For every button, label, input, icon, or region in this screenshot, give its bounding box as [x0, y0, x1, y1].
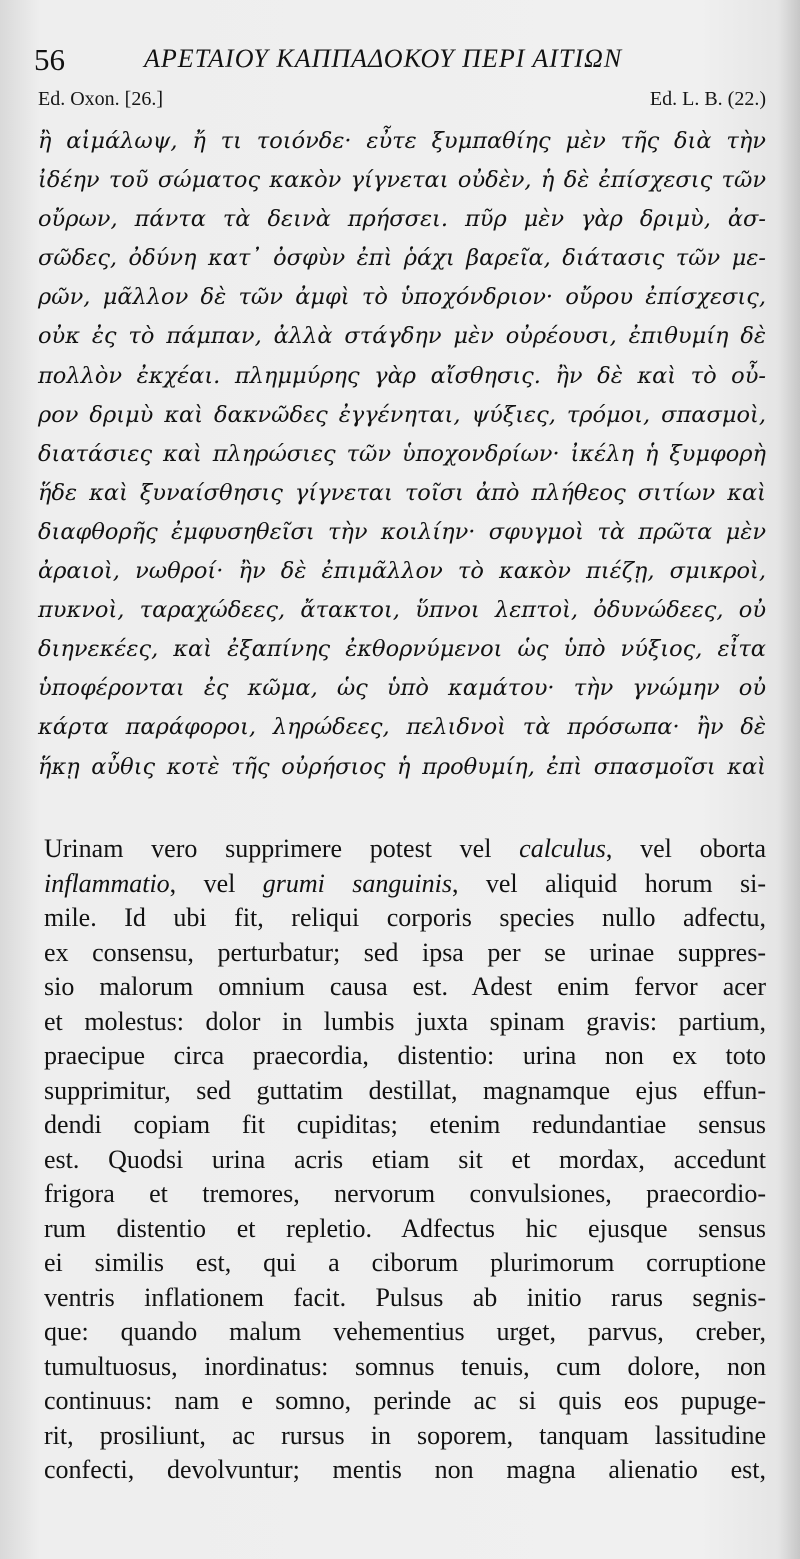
greek-line: ρῶν, μᾶλλον δὲ τῶν ἀμφὶ τὸ ὑποχόνδριον· οὔρου ἐπίσχεσις, — [38, 284, 766, 311]
latin-line: dendi copiam fit cupiditas; etenim redundantiae sensus — [44, 1110, 766, 1139]
greek-line: οὐκ ἐς τὸ πάμπαν, ἀλλὰ στάγδην μὲν οὐρέουσι, ἐπιθυμίη δὲ — [38, 323, 766, 350]
page-edge-shadow — [778, 0, 800, 1559]
latin-text: , vel oborta — [605, 834, 767, 863]
latin-line: ei similis est, qui a ciborum plurimorum corruptione — [44, 1248, 766, 1277]
latin-italic-term: inflammatio — [44, 868, 170, 898]
latin-line: sio malorum omnium causa est. Adest enim fervor acer — [44, 972, 766, 1001]
latin-line: tumultuosus, inordinatus: somnus tenuis, cum dolore, non — [44, 1351, 766, 1381]
latin-line: praecipue circa praecordia, distentio: urina non ex toto — [44, 1041, 766, 1070]
latin-line: ex consensu, perturbatur; sed ipsa per se urinae suppres- — [44, 937, 766, 967]
latin-text: Urinam vero supprimere potest vel — [44, 834, 520, 863]
greek-line: διατάσιες καὶ πληρώσιες τῶν ὑποχονδρίων· ἰκέλη ἡ ξυμφορὴ — [38, 440, 766, 467]
latin-text: , vel — [169, 868, 263, 898]
greek-line: διαφθορῆς ἐμφυσηθεῖσι τὴν κοιλίην· σφυγμοὶ τὰ πρῶτα μὲν — [38, 518, 766, 545]
latin-line — [44, 832, 766, 867]
latin-italic-term: calculus — [519, 834, 606, 863]
greek-line: ἰδέην τοῦ σώματος κακὸν γίγνεται οὐδὲν, ἡ δὲ ἐπίσχεσις τῶν — [38, 167, 766, 194]
greek-line: ρον δριμὺ καὶ δακνῶδες ἐγγένηται, ψύξιες, τρόμοι, σπασμοὶ, — [38, 401, 766, 428]
greek-line: οὔρων, πάντα τὰ δεινὰ πρήσσει. πῦρ μὲν γὰρ δριμὺ, ἀσ- — [38, 206, 766, 233]
greek-text-block — [38, 122, 766, 787]
page-number: 56 — [34, 42, 65, 77]
latin-line — [44, 867, 766, 902]
latin-line: que: quando malum vehementius urget, parvus, creber, — [44, 1317, 766, 1346]
latin-line: est. Quodsi urina acris etiam sit et mordax, accedunt — [44, 1144, 766, 1174]
greek-line: διηνεκέες, καὶ ἐξαπίνης ἐκθορνύμενοι ὡς ὑπὸ νύξιος, εἶτα — [38, 636, 766, 663]
latin-line: rit, prosiliunt, ac rursus in soporem, tanquam lassitudine — [44, 1420, 766, 1450]
greek-line: ἥδε καὶ ξυναίσθησις γίγνεται τοῖσι ἀπὸ πλήθεος σιτίων καὶ — [38, 479, 766, 506]
greek-line: ἀραιοὶ, νωθροί· ἢν δὲ ἐπιμᾶλλον τὸ κακὸν πιέζῃ, σμικροὶ, — [38, 558, 766, 585]
latin-text: , vel aliquid horum si- — [451, 868, 766, 898]
running-head — [34, 40, 774, 84]
greek-line: πολλὸν ἐκχέαι. πλημμύρης γὰρ αἴσθησις. ἢν δὲ καὶ τὸ οὖ- — [38, 362, 766, 389]
running-title: ΑΡΕΤΑΙΟΥ ΚΑΠΠΑΔΟΚΟΥ ΠΕΡΙ ΑΙΤΙΩΝ — [144, 44, 623, 73]
latin-line: mile. Id ubi fit, reliqui corporis species nullo adfectu, — [44, 903, 766, 932]
latin-line: frigora et tremores, nervorum convulsiones, praecordio- — [44, 1179, 766, 1208]
greek-line: σῶδες, ὀδύνη κατ᾽ ὀσφὺν ἐπὶ ῥάχι βαρεῖα, διάτασις τῶν με- — [38, 245, 766, 272]
latin-italic-term: grumi sanguinis — [262, 868, 452, 898]
greek-line: ἢ αἱμάλωψ, ἤ τι τοιόνδε· εὖτε ξυμπαθίης μὲν τῆς διὰ τὴν — [38, 128, 766, 154]
edition-lb-reference: Ed. L. B. (22.) — [649, 88, 766, 110]
edition-references — [38, 88, 766, 116]
latin-line: confecti, devolvuntur; mentis non magna alienatio est, — [44, 1455, 766, 1484]
latin-line: rum distentio et repletio. Adfectus hic ejusque sensus — [44, 1213, 766, 1243]
latin-line: supprimitur, sed guttatim destillat, magnamque ejus effun- — [44, 1075, 766, 1105]
edition-oxon-reference: Ed. Oxon. [26.] — [38, 88, 163, 110]
latin-line: continuus: nam e somno, perinde ac si quis eos pupuge- — [44, 1386, 766, 1415]
latin-line: ventris inflationem facit. Pulsus ab initio rarus segnis- — [44, 1282, 766, 1312]
greek-line: πυκνοὶ, ταραχώδεες, ἄτακτοι, ὕπνοι λεπτοὶ, ὀδυνώδεες, οὐ — [38, 597, 766, 624]
latin-translation-block — [44, 832, 766, 1488]
latin-line: et molestus: dolor in lumbis juxta spinam gravis: partium, — [44, 1006, 766, 1036]
greek-line: κάρτα παράφοροι, ληρώδεες, πελιδνοὶ τὰ πρόσωπα· ἢν δὲ — [38, 714, 766, 741]
greek-line: ἥκῃ αὖθις κοτὲ τῆς οὐρήσιος ἡ προθυμίη, ἐπὶ σπασμοῖσι καὶ — [38, 753, 766, 780]
greek-line: ὑποφέρονται ἐς κῶμα, ὡς ὑπὸ καμάτου· τὴν γνώμην οὐ — [38, 675, 766, 702]
